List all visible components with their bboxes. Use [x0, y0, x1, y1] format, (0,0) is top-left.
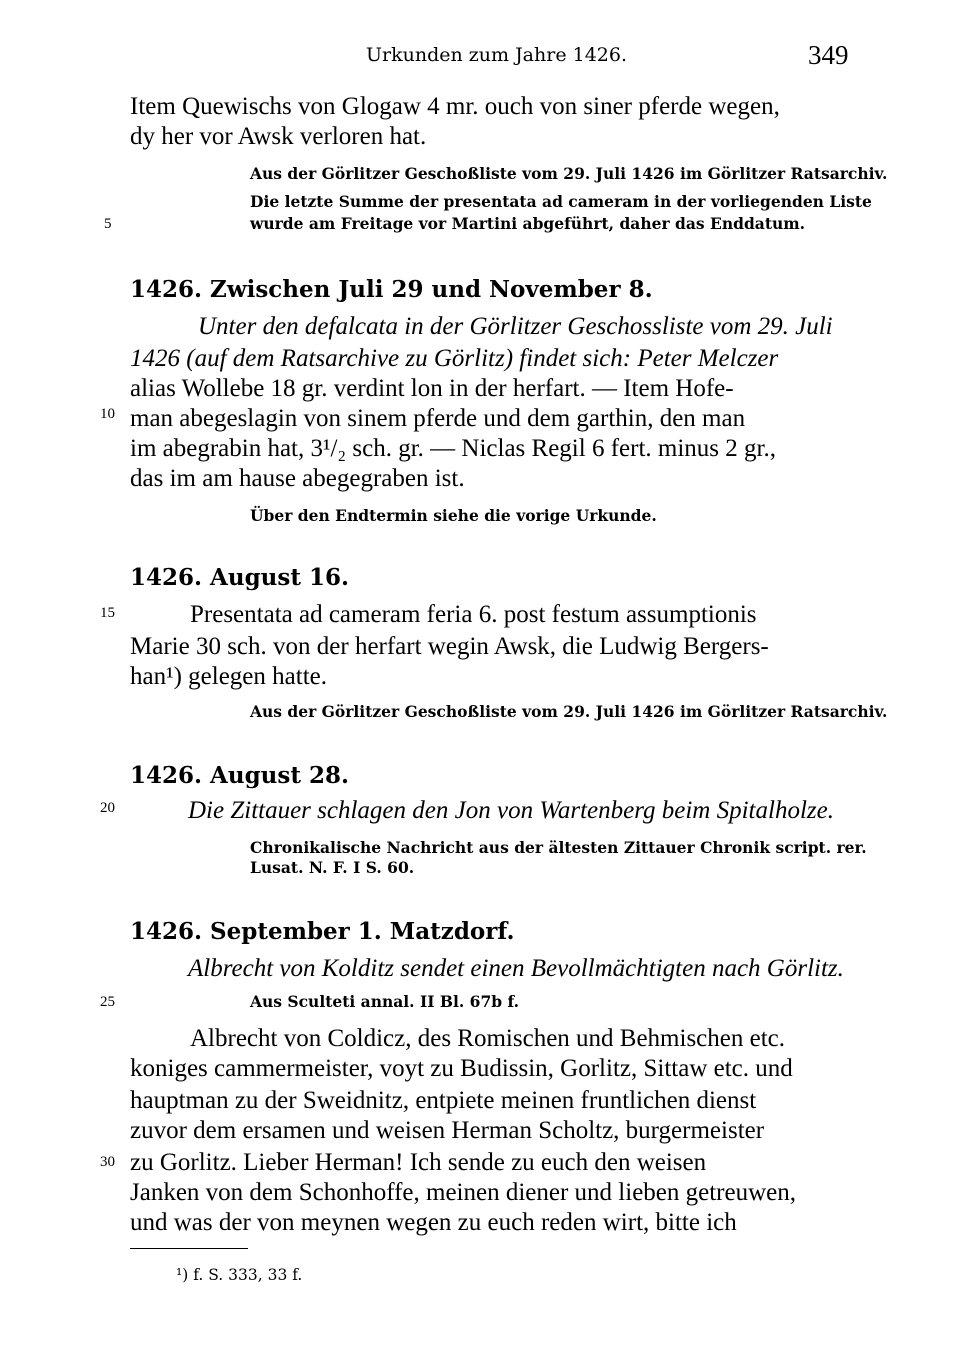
footnote: ¹) f. S. 333, 33 f.: [176, 1266, 303, 1284]
body-line: dy her vor Awsk verloren hat.: [130, 123, 427, 150]
running-title: Urkunden zum Jahre 1426.: [366, 44, 628, 66]
body-line: und was der von meynen wegen zu euch reden wirt, bitte ich: [130, 1209, 737, 1236]
page-number: 349: [808, 40, 849, 70]
line-number: 20: [100, 800, 115, 816]
body-line: man abegeslagin von sinem pferde und dem garthin, den man: [130, 405, 746, 432]
line-number: 10: [100, 406, 115, 422]
footnote-rule: [130, 1248, 248, 1249]
source-note: Aus der Görlitzer Geschoßliste vom 29. Juli 1426 im Görlitzer Ratsarchiv.: [250, 164, 888, 183]
editorial-note: wurde am Freitage vor Martini abgeführt, daher das Enddatum.: [250, 214, 806, 233]
line-number: 30: [100, 1154, 115, 1170]
body-line: zuvor dem ersamen und weisen Herman Scholtz, burgermeister: [130, 1117, 765, 1144]
entry-heading: 1426. August 28.: [130, 762, 349, 789]
body-line: Albrecht von Coldicz, des Romischen und Behmischen etc.: [190, 1025, 786, 1052]
body-line: koniges cammermeister, voyt zu Budissin, Gorlitz, Sittaw etc. und: [130, 1055, 793, 1082]
body-line: im abegrabin hat, 3¹/₂ sch. gr. — Niclas Regil 6 fert. minus 2 gr.,: [130, 435, 776, 462]
source-note: Lusat. N. F. I S. 60.: [250, 858, 415, 877]
entry-heading: 1426. August 16.: [130, 564, 349, 591]
source-note: Aus Sculteti annal. II Bl. 67b f.: [250, 992, 519, 1011]
body-line: das im am hause abegegraben ist.: [130, 465, 465, 492]
entry-heading: 1426. Zwischen Juli 29 und November 8.: [130, 276, 653, 303]
body-line: Unter den defalcata in der Görlitzer Geschossliste vom 29. Juli: [198, 313, 833, 340]
line-number: 5: [104, 216, 112, 232]
line-number: 15: [100, 605, 115, 621]
editorial-note: Über den Endtermin siehe die vorige Urkunde.: [250, 506, 657, 525]
editorial-note: Die letzte Summe der presentata ad cameram in der vorliegenden Liste: [250, 192, 872, 211]
body-line: hauptman zu der Sweidnitz, entpiete meinen fruntlichen dienst: [130, 1087, 757, 1114]
body-line: alias Wollebe 18 gr. verdint lon in der herfart. — Item Hofe-: [130, 375, 734, 402]
body-line: han¹) gelegen hatte.: [130, 663, 327, 690]
body-line: zu Gorlitz. Lieber Herman! Ich sende zu euch den weisen: [130, 1149, 707, 1176]
line-number: 25: [100, 994, 115, 1010]
body-line: 1426 (auf dem Ratsarchive zu Görlitz) findet sich: Peter Melczer: [130, 345, 779, 372]
source-note: Aus der Görlitzer Geschoßliste vom 29. Juli 1426 im Görlitzer Ratsarchiv.: [250, 702, 888, 721]
body-line: Item Quewischs von Glogaw 4 mr. ouch von siner pferde wegen,: [130, 93, 780, 120]
entry-heading: 1426. September 1. Matzdorf.: [130, 918, 515, 945]
regest: Die Zittauer schlagen den Jon von Wartenberg beim Spitalholze.: [188, 797, 834, 824]
body-line: Presentata ad cameram feria 6. post festum assumptionis: [190, 601, 757, 628]
body-line: Marie 30 sch. von der herfart wegin Awsk, die Ludwig Bergers-: [130, 633, 769, 660]
body-line: Janken von dem Schonhoffe, meinen diener und lieben getreuwen,: [130, 1179, 797, 1206]
source-note: Chronikalische Nachricht aus der ältesten Zittauer Chronik script. rer.: [250, 838, 867, 857]
regest: Albrecht von Kolditz sendet einen Bevollmächtigten nach Görlitz.: [188, 955, 844, 982]
